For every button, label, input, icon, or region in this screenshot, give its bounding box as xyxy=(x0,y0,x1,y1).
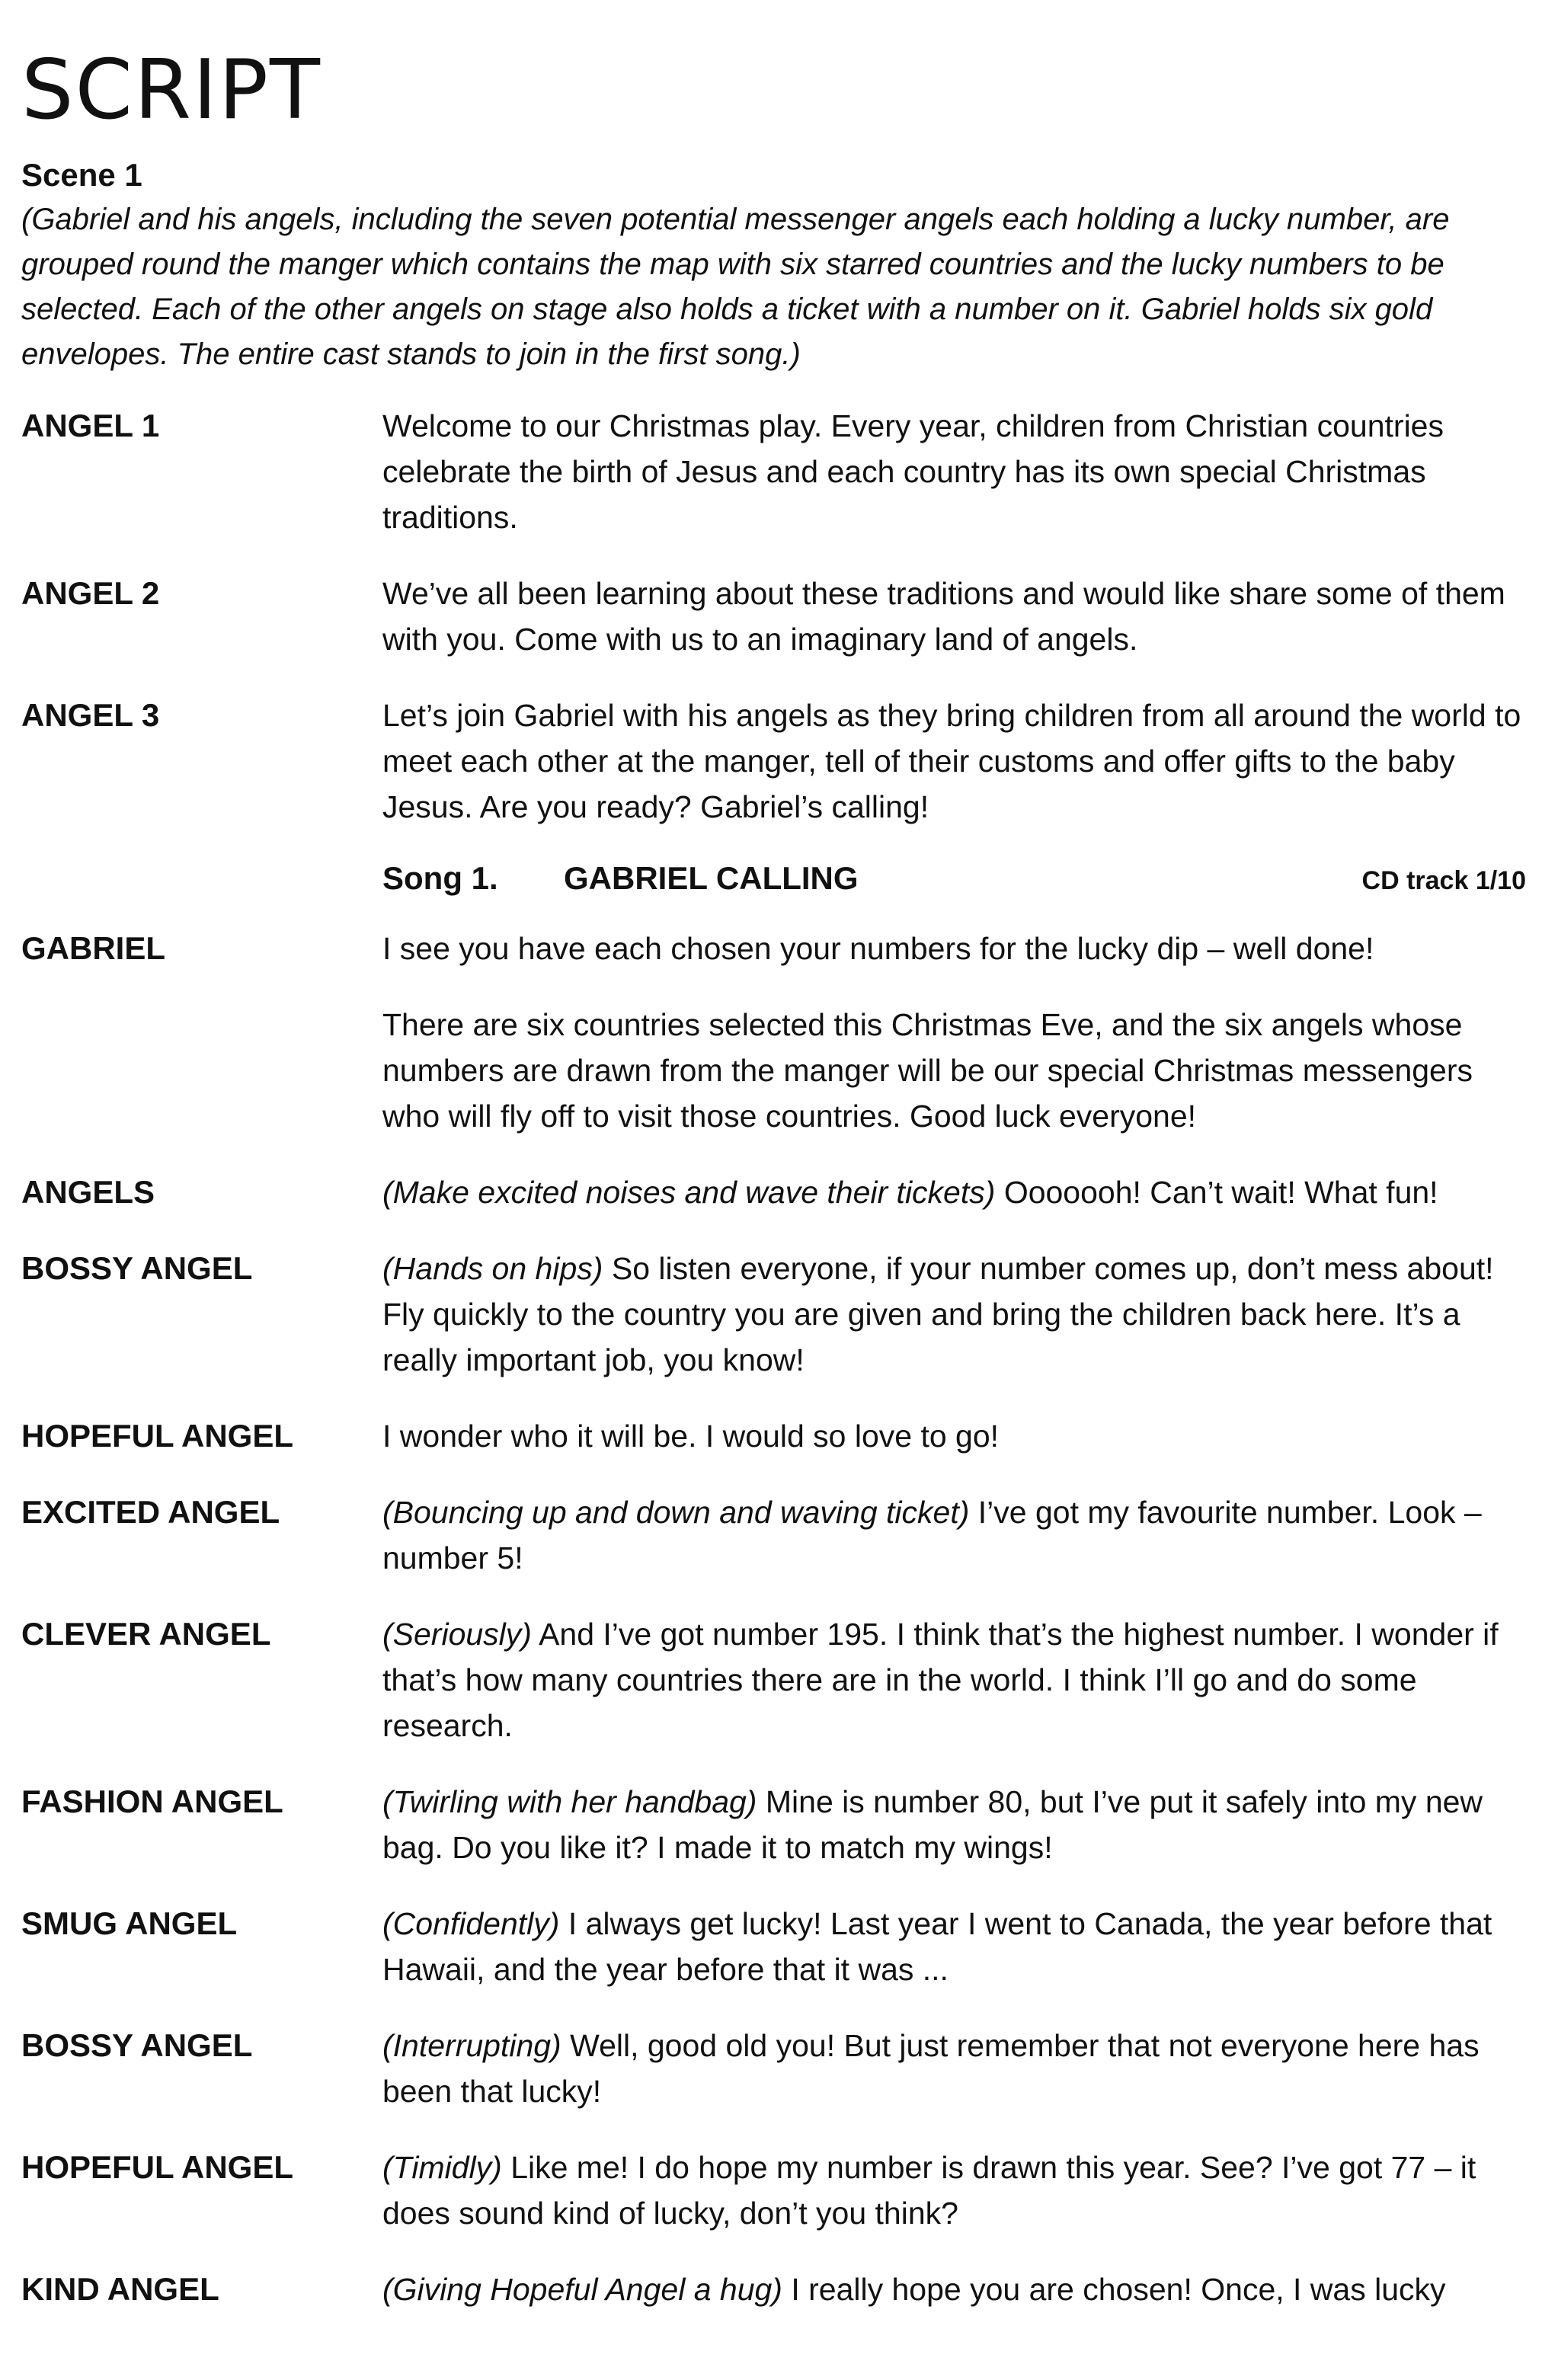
dialogue-text: I really hope you are chosen! Once, I was lucky xyxy=(791,2271,1446,2307)
script-row xyxy=(21,1489,1526,1581)
dialogue-line xyxy=(382,571,1526,662)
stage-note: (Seriously) xyxy=(382,1616,532,1652)
scene-heading: Scene 1 xyxy=(21,156,142,193)
dialogue-line xyxy=(382,926,1526,971)
stage-note: (Make excited noises and wave their tickets) xyxy=(382,1174,996,1210)
dialogue-text: Welcome to our Christmas play. Every year, children from Christian countries celebrate the birth of Jesus and each country has its own special Christmas traditions. xyxy=(382,408,1444,535)
dialogue-line xyxy=(382,1246,1526,1383)
dialogue-line xyxy=(382,1002,1526,1139)
dialogue-line xyxy=(382,1489,1526,1581)
dialogue-line xyxy=(382,1779,1526,1870)
stage-note: (Confidently) xyxy=(382,1905,560,1941)
script-row xyxy=(21,571,1526,662)
script-row xyxy=(21,2145,1526,2236)
dialogue-line xyxy=(382,2266,1526,2312)
speaker-name: ANGEL 3 xyxy=(21,696,160,733)
stage-note: (Twirling with her handbag) xyxy=(382,1783,757,1819)
dialogue-text: There are six countries selected this Christmas Eve, and the six angels whose numbers are drawn from the manger will be our special Christmas messengers who will fly off to visit those countries. Good luck everyone! xyxy=(382,1006,1473,1134)
script-row xyxy=(21,1779,1526,1870)
speaker-name: EXCITED ANGEL xyxy=(21,1493,280,1530)
script-row xyxy=(21,1002,1526,1139)
dialogue-line xyxy=(382,2145,1526,2236)
script-row xyxy=(21,2023,1526,2114)
stage-note: (Bouncing up and down and waving ticket) xyxy=(382,1494,970,1530)
dialogue-text: Mine is number 80, but I’ve put it safely into my new bag. Do you like it? I made it to match my wings! xyxy=(382,1783,1483,1865)
dialogue-text: I wonder who it will be. I would so love to go! xyxy=(382,1418,1000,1454)
script-row xyxy=(21,403,1526,540)
dialogue-text: Well, good old you! But just remember that not everyone here has been that lucky! xyxy=(382,2027,1480,2109)
stage-direction: (Gabriel and his angels, including the seven potential messenger angels each holding a lucky number, are grouped round the manger which contains the map with six starred countries and the lucky numbers to be selected. Each of the other angels on stage also holds a ticket with a number on it. Gabriel holds six gold envelopes. The entire cast stands to join in the first song.) xyxy=(21,202,1450,371)
dialogue-text: I see you have each chosen your numbers for the lucky dip – well done! xyxy=(382,930,1374,966)
dialogue-text: We’ve all been learning about these traditions and would like share some of them with you. Come with us to an imaginary land of angels. xyxy=(382,575,1505,657)
speaker-name: BOSSY ANGEL xyxy=(21,2027,253,2063)
stage-note: (Giving Hopeful Angel a hug) xyxy=(382,2271,782,2307)
speaker-name: ANGELS xyxy=(21,1173,155,1210)
script-row xyxy=(21,693,1526,830)
speaker-name: BOSSY ANGEL xyxy=(21,1249,253,1286)
stage-note: (Timidly) xyxy=(382,2149,502,2185)
script-page xyxy=(21,43,1526,2343)
script-row xyxy=(21,1246,1526,1383)
script-row xyxy=(21,1413,1526,1459)
dialogue-line xyxy=(382,693,1526,830)
page-title: SCRIPT xyxy=(21,43,322,138)
dialogue-line xyxy=(382,1611,1526,1748)
dialogue-text: I’ve got my favourite number. Look – number 5! xyxy=(382,1494,1482,1575)
speaker-name: HOPEFUL ANGEL xyxy=(21,2148,294,2185)
speaker-name: ANGEL 2 xyxy=(21,574,160,611)
dialogue-text: So listen everyone, if your number comes up, don’t mess about! Fly quickly to the country you are given and bring the children back here. It’s a really important job, you know! xyxy=(382,1250,1494,1377)
dialogue-line xyxy=(382,1901,1526,1992)
speaker-name: CLEVER ANGEL xyxy=(21,1615,271,1652)
script-row xyxy=(21,1169,1526,1215)
script-row xyxy=(21,2266,1526,2312)
dialogue-text: And I’ve got number 195. I think that’s the highest number. I wonder if that’s how many countries there are in the world. I think I’ll go and do some research. xyxy=(382,1616,1499,1743)
script-row xyxy=(21,1611,1526,1748)
song-heading xyxy=(382,860,1526,897)
speaker-name: ANGEL 1 xyxy=(21,407,160,443)
dialogue-text: I always get lucky! Last year I went to Canada, the year before that Hawaii, and the year before that it was ... xyxy=(382,1905,1492,1987)
stage-note: (Hands on hips) xyxy=(382,1250,603,1286)
dialogue-text: Let’s join Gabriel with his angels as they bring children from all around the world to meet each other at the manger, tell of their customs and offer gifts to the baby Jesus. Are you ready? Gabriel’s calling! xyxy=(382,697,1521,824)
dialogue-text: Like me! I do hope my number is drawn this year. See? I’ve got 77 – it does sound kind of lucky, don’t you think? xyxy=(382,2149,1476,2231)
cd-track: CD track 1/10 xyxy=(1361,865,1526,895)
script-row xyxy=(21,926,1526,971)
stage-note: (Interrupting) xyxy=(382,2027,561,2063)
dialogue-line xyxy=(382,403,1526,540)
song-number: Song 1. xyxy=(382,859,498,896)
speaker-name: SMUG ANGEL xyxy=(21,1905,238,1941)
song-name: GABRIEL CALLING xyxy=(564,859,859,896)
dialogue-text: Ooooooh! Can’t wait! What fun! xyxy=(1003,1174,1438,1210)
dialogue-line xyxy=(382,1413,1526,1459)
dialogue-line xyxy=(382,2023,1526,2114)
dialogue-line xyxy=(382,1169,1526,1215)
script-row xyxy=(21,1901,1526,1992)
speaker-name: HOPEFUL ANGEL xyxy=(21,1417,294,1454)
speaker-name: KIND ANGEL xyxy=(21,2270,219,2307)
speaker-name: FASHION ANGEL xyxy=(21,1783,283,1819)
speaker-name: GABRIEL xyxy=(21,929,165,966)
